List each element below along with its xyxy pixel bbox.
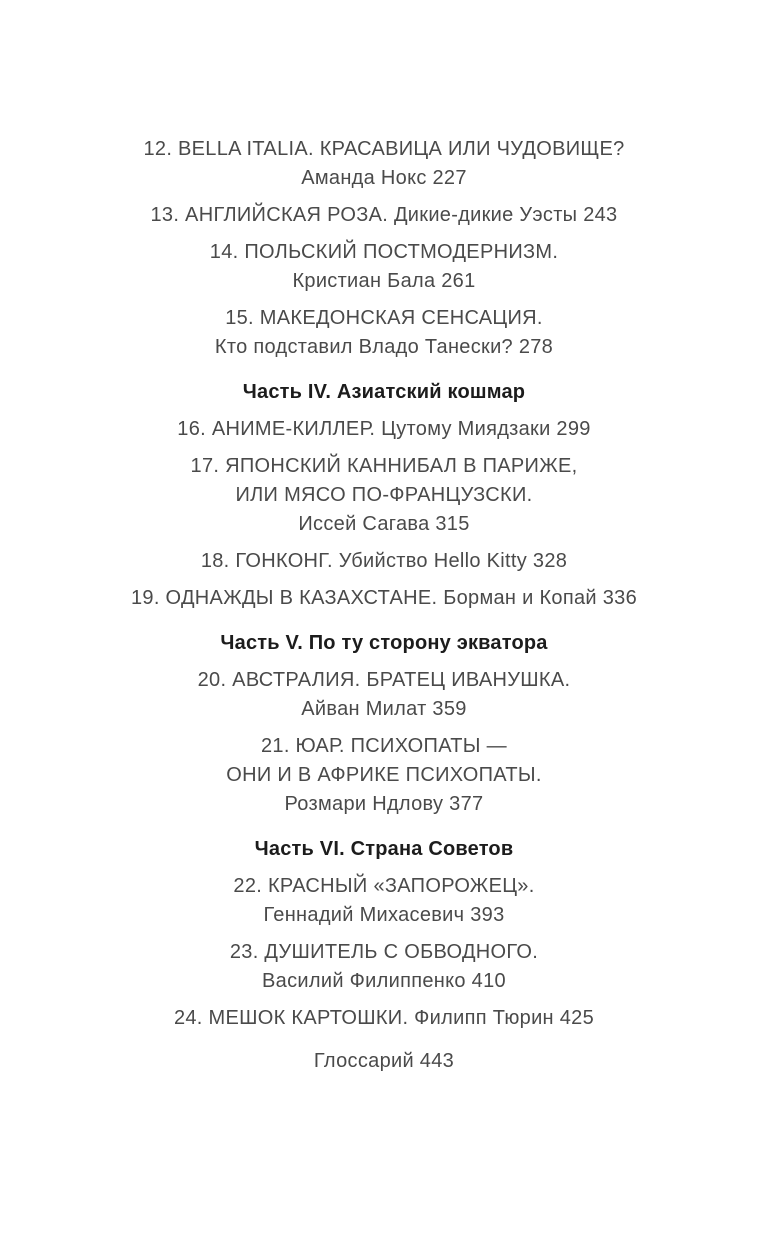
toc-entry-line: 21. ЮАР. ПСИХОПАТЫ — [261, 735, 507, 757]
part-heading [34, 378, 734, 407]
toc-entry [34, 238, 734, 296]
part-heading [34, 835, 734, 864]
toc-entry-line: 18. ГОНКОНГ. Убийство Hello Kitty 328 [200, 550, 568, 572]
toc-entry [34, 872, 734, 930]
toc-entry-line: 24. МЕШОК КАРТОШКИ. Филипп Тюрин 425 [173, 1007, 595, 1029]
toc-entry-line: Кто подставил Владо Танески? 278 [214, 336, 554, 358]
toc-entry-line: 20. АВСТРАЛИЯ. БРАТЕЦ ИВАНУШКА. [197, 669, 571, 691]
toc-entry [34, 1004, 734, 1033]
toc-entry-line: Розмари Ндлову 377 [284, 793, 484, 815]
toc-entry-line: Василий Филиппенко 410 [262, 970, 506, 992]
toc-entry [34, 584, 734, 613]
part-heading [34, 629, 734, 658]
toc-entry-line: ОНИ И В АФРИКЕ ПСИХОПАТЫ. [226, 764, 542, 786]
toc-entry-line: Кристиан Бала 261 [292, 270, 476, 292]
toc-entry-line: 14. ПОЛЬСКИЙ ПОСТМОДЕРНИЗМ. [209, 241, 559, 263]
toc-entry-line: Глоссарий 443 [313, 1050, 455, 1072]
toc-entry-line: 22. КРАСНЫЙ «ЗАПОРОЖЕЦ». [233, 875, 535, 897]
toc-entry-line: ИЛИ МЯСО ПО-ФРАНЦУЗСКИ. [235, 484, 533, 506]
toc-entry [34, 1047, 734, 1076]
toc-entry-line: 13. АНГЛИЙСКАЯ РОЗА. Дикие-дикие Уэсты 243 [150, 204, 618, 226]
toc-entry [34, 135, 734, 193]
toc-entry-line: 17. ЯПОНСКИЙ КАННИБАЛ В ПАРИЖЕ, [190, 455, 578, 477]
toc-entry-line: Геннадий Михасевич 393 [263, 904, 505, 926]
toc-entry [34, 938, 734, 996]
part-heading-line: Часть IV. Азиатский кошмар [242, 381, 526, 403]
toc-entry [34, 666, 734, 724]
toc-entry-line: 12. BELLA ITALIA. КРАСАВИЦА ИЛИ ЧУДОВИЩЕ? [143, 138, 625, 160]
toc-entry-line: 23. ДУШИТЕЛЬ С ОБВОДНОГО. [229, 941, 539, 963]
toc-entry [34, 415, 734, 444]
toc-entry-line: 15. МАКЕДОНСКАЯ СЕНСАЦИЯ. [225, 307, 543, 329]
toc-entry-line: 16. АНИМЕ-КИЛЛЕР. Цутому Миядзаки 299 [177, 418, 591, 440]
toc-entry [34, 732, 734, 819]
part-heading-line: Часть VI. Страна Советов [254, 838, 514, 860]
toc-entry [34, 304, 734, 362]
table-of-contents [34, 135, 734, 1076]
toc-entry-line: Аманда Нокс 227 [301, 167, 467, 189]
toc-entry [34, 547, 734, 576]
part-heading-line: Часть V. По ту сторону экватора [220, 632, 548, 654]
toc-entry [34, 452, 734, 539]
toc-entry [34, 201, 734, 230]
toc-entry-line: Иссей Сагава 315 [298, 513, 470, 535]
toc-entry-line: Айван Милат 359 [301, 698, 467, 720]
toc-entry-line: 19. ОДНАЖДЫ В КАЗАХСТАНЕ. Борман и Копай 336 [130, 587, 637, 609]
